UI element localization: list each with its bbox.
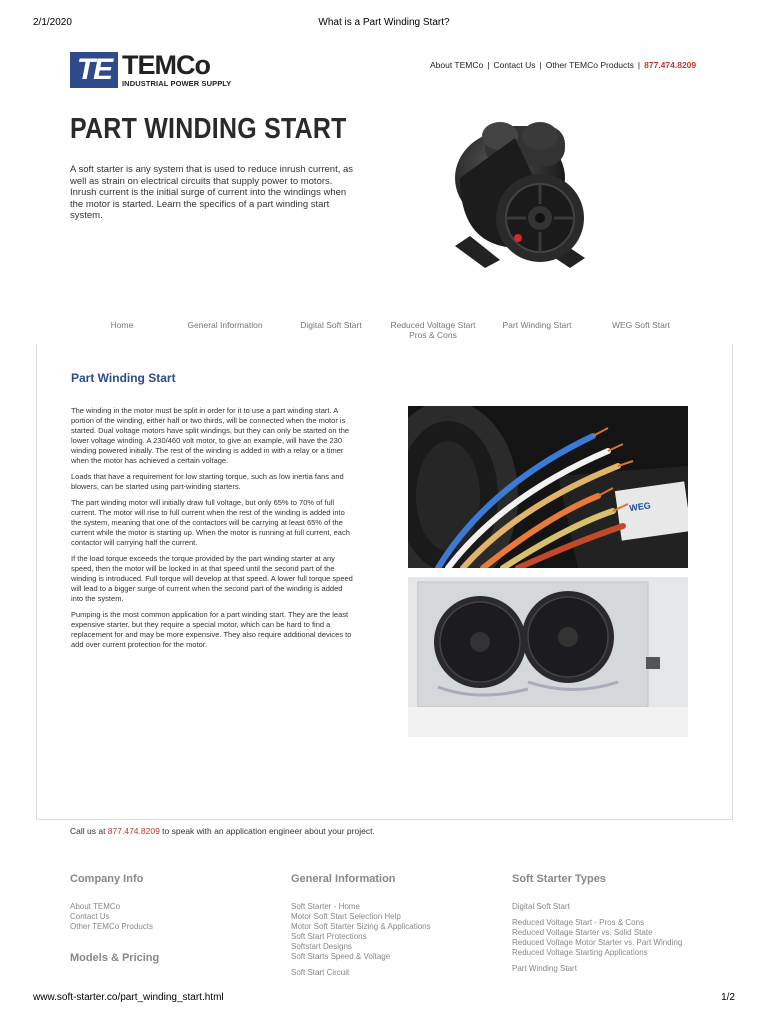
footer-company-info (70, 873, 159, 981)
footer-link[interactable]: Digital Soft Start (512, 902, 570, 911)
footer-link[interactable]: Reduced Voltage Start - Pros & Cons (512, 918, 645, 927)
footer-general-information (291, 873, 431, 978)
weg-label: WEG (628, 500, 652, 514)
article-paragraph: Pumping is the most common application for a part winding start. They are the least expensive starter, but they require a special motor, which can be hard to find a replacement for and may be more expensive. They also require additional devices to add over current protection for the motor. (71, 610, 352, 649)
article-paragraph: The winding in the motor must be split in order for it to use a part winding start. A portion of the winding, either half or two thirds, will be connected when the motor is started. Dual voltage motors have split windings, but they can only be started on the lower voltage winding. A 230/460 volt motor, to give an example, will have the 230 winding powered initially. The rest of the winding is added in with a relay or a timer when the motor has achieved a certain voltage. (71, 406, 350, 465)
logo-tagline: INDUSTRIAL POWER SUPPLY (122, 79, 232, 88)
logo-name: TEMCo (122, 50, 210, 80)
footer-link[interactable]: Soft Starts Speed & Voltage (291, 952, 391, 961)
footer-link[interactable]: Motor Soft Starter Sizing & Applications (291, 922, 431, 931)
mainnav-home[interactable]: Home (110, 320, 134, 330)
content-card (36, 344, 733, 820)
page-title: PART WINDING START (70, 113, 347, 145)
article-paragraph: If the load torque exceeds the torque provided by the part winding starter at any speed, then the motor will be locked in at that speed until the second part of the winding is introduced. Full torque will develop at that speed. A lower full torque speed will lead to a bigger surge of current when the second part of the winding is added into the system. (71, 554, 353, 603)
print-url: www.soft-starter.co/part_winding_start.html (33, 992, 224, 1003)
nav-other-products[interactable]: Other TEMCo Products (545, 60, 634, 70)
print-footer (33, 992, 735, 1006)
footer-heading: General Information (291, 873, 396, 885)
footer-link[interactable]: Reduced Voltage Motor Starter vs. Part Winding (512, 938, 683, 947)
footer-link[interactable]: Reduced Voltage Starting Applications (512, 948, 648, 957)
article-paragraph: Loads that have a requirement for low starting torque, such as low inertia fans and blowers, can be started using part-winding starters. (71, 472, 344, 491)
nav-phone[interactable]: 877.474.8209 (644, 60, 697, 70)
footer-link-other-products[interactable]: Other TEMCo Products (70, 922, 153, 931)
temco-logo[interactable] (70, 50, 232, 88)
footer-heading: Soft Starter Types (512, 873, 606, 885)
motor-wires-photo (408, 406, 688, 568)
mainnav-general-information[interactable]: General Information (187, 320, 263, 330)
article-title: Part Winding Start (71, 371, 176, 385)
mainnav-part-winding-start[interactable]: Part Winding Start (502, 320, 572, 330)
footer-link[interactable]: Reduced Voltage Starter vs. Solid State (512, 928, 653, 937)
footer-link[interactable]: Motor Soft Start Selection Help (291, 912, 401, 921)
footer-link[interactable]: Soft Start Protections (291, 932, 367, 941)
print-page-number: 1/2 (721, 992, 735, 1003)
footer-link[interactable]: Soft Starter - Home (291, 902, 360, 911)
mainnav-reduced-voltage-start[interactable]: Reduced Voltage Start Pros & Cons (390, 320, 476, 340)
mainnav-weg-soft-start[interactable]: WEG Soft Start (611, 320, 671, 330)
footer-link-about[interactable]: About TEMCo (70, 902, 121, 911)
cooling-fans-photo (408, 577, 688, 737)
article-paragraph: The part winding motor will initially draw full voltage, but only 65% to 70% of full current. The motor will rise to full current when the rest of the winding is added into the system, meaning that one of the contactors will be carrying at least 65% of the current while the motor is starting up. When the motor is running at full current, each contactor will carrying half the current. (71, 498, 350, 547)
call-us-line: Call us at 877.474.8209 to speak with an application engineer about your project. (70, 826, 375, 836)
footer-link[interactable]: Softstart Designs (291, 942, 352, 951)
footer-soft-starter-types (512, 873, 682, 974)
footer-link[interactable]: Part Winding Start (512, 964, 577, 973)
logo-mark: TE (70, 52, 118, 88)
main-nav (36, 318, 733, 344)
top-nav: About TEMCo | Contact Us | Other TEMCo Products | 877.474.8209 (430, 60, 697, 70)
footer-link[interactable]: Soft Start Circuit (291, 968, 350, 977)
hero-intro: A soft starter is any system that is used to reduce inrush current, as well as strain on electrical circuits that supply power to motors. Inrush current is the initial surge of current into the windings when the motor is started. Learn the specifics of a part winding start system. (70, 164, 354, 221)
motor-image (440, 118, 600, 278)
print-header (33, 17, 735, 31)
footer-link-contact[interactable]: Contact Us (70, 912, 110, 921)
nav-about[interactable]: About TEMCo (430, 60, 484, 70)
mainnav-digital-soft-start[interactable]: Digital Soft Start (300, 320, 362, 330)
article-body (71, 406, 355, 656)
print-title: What is a Part Winding Start? (318, 17, 450, 28)
print-date: 2/1/2020 (33, 17, 72, 28)
footer-heading: Company Info (70, 873, 144, 885)
footer-heading-models: Models & Pricing (70, 952, 160, 964)
call-us-phone[interactable]: 877.474.8209 (107, 826, 160, 836)
nav-contact[interactable]: Contact Us (493, 60, 536, 70)
